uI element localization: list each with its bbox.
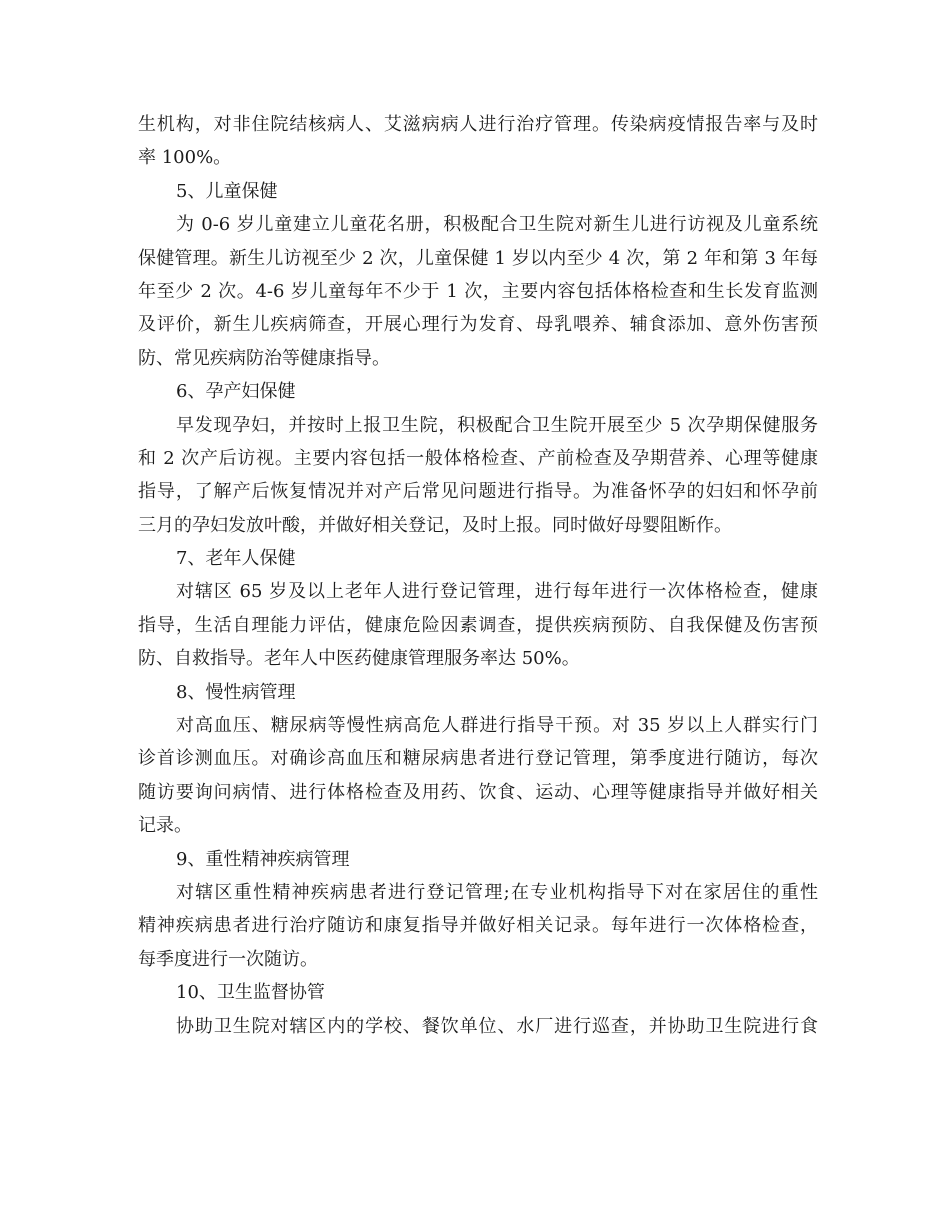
paragraph-line: 指导，了解产后恢复情况并对产后常见问题进行指导。为准备怀孕的妇妇和怀孕前 <box>138 481 818 503</box>
paragraph-line: 防、常见疾病防治等健康指导。 <box>138 347 390 369</box>
paragraph-line: 指导，生活自理能力评估，健康危险因素调查，提供疾病预防、自我保健及伤害预 <box>138 614 818 636</box>
document-body <box>138 108 818 1043</box>
paragraph-line: 保健管理。新生儿访视至少 2 次，儿童保健 1 岁以内至少 4 次，第 2 年和第 3 年每 <box>138 247 818 269</box>
paragraph-line: 随访要询问病情、进行体格检查及用药、饮食、运动、心理等健康指导并做好相关 <box>138 781 818 803</box>
paragraph-line: 三月的孕妇发放叶酸，并做好相关登记，及时上报。同时做好母婴阻断作。 <box>138 514 732 536</box>
paragraph-line: 生机构，对非住院结核病人、艾滋病病人进行治疗管理。传染病疫情报告率与及时 <box>138 114 818 135</box>
section-heading: 8、慢性病管理 <box>176 681 296 703</box>
section-heading: 10、卫生监督协管 <box>176 982 325 1004</box>
paragraph-line: 精神疾病患者进行治疗随访和康复指导并做好相关记录。每年进行一次体格检查， <box>138 915 818 937</box>
paragraph-line: 早发现孕妇，并按时上报卫生院，积极配合卫生院开展至少 5 次孕期保健服务 <box>176 414 818 436</box>
paragraph-line: 记录。 <box>138 815 192 837</box>
paragraph-line: 为 0-6 岁儿童建立儿童花名册，积极配合卫生院对新生儿进行访视及儿童系统 <box>176 214 818 236</box>
section-heading: 9、重性精神疾病管理 <box>176 848 350 870</box>
paragraph-line: 及评价，新生儿疾病筛查，开展心理行为发育、母乳喂养、辅食添加、意外伤害预 <box>138 314 818 336</box>
paragraph-line: 对高血压、糖尿病等慢性病高危人群进行指导干预。对 35 岁以上人群实行门 <box>176 715 818 737</box>
paragraph-line: 每季度进行一次随访。 <box>138 948 318 970</box>
paragraph-line: 年至少 2 次。4-6 岁儿童每年不少于 1 次，主要内容包括体格检查和生长发育监测 <box>138 280 818 302</box>
section-heading: 6、孕产妇保健 <box>176 381 296 403</box>
paragraph-line: 对辖区重性精神疾病患者进行登记管理;在专业机构指导下对在家居住的重性 <box>176 881 818 903</box>
paragraph-line: 率 100%。 <box>138 147 232 169</box>
paragraph-line: 协助卫生院对辖区内的学校、餐饮单位、水厂进行巡查，并协助卫生院进行食 <box>176 1015 818 1037</box>
paragraph-line: 防、自救指导。老年人中医药健康管理服务率达 50%。 <box>138 648 580 670</box>
section-heading: 7、老年人保健 <box>176 548 296 570</box>
paragraph-line: 诊首诊测血压。对确诊高血压和糖尿病患者进行登记管理，第季度进行随访，每次 <box>138 748 818 770</box>
section-heading: 5、儿童保健 <box>176 180 278 202</box>
paragraph-line: 和 2 次产后访视。主要内容包括一般体格检查、产前检查及孕期营养、心理等健康 <box>138 447 818 469</box>
paragraph-line: 对辖区 65 岁及以上老年人进行登记管理，进行每年进行一次体格检查，健康 <box>176 581 818 603</box>
